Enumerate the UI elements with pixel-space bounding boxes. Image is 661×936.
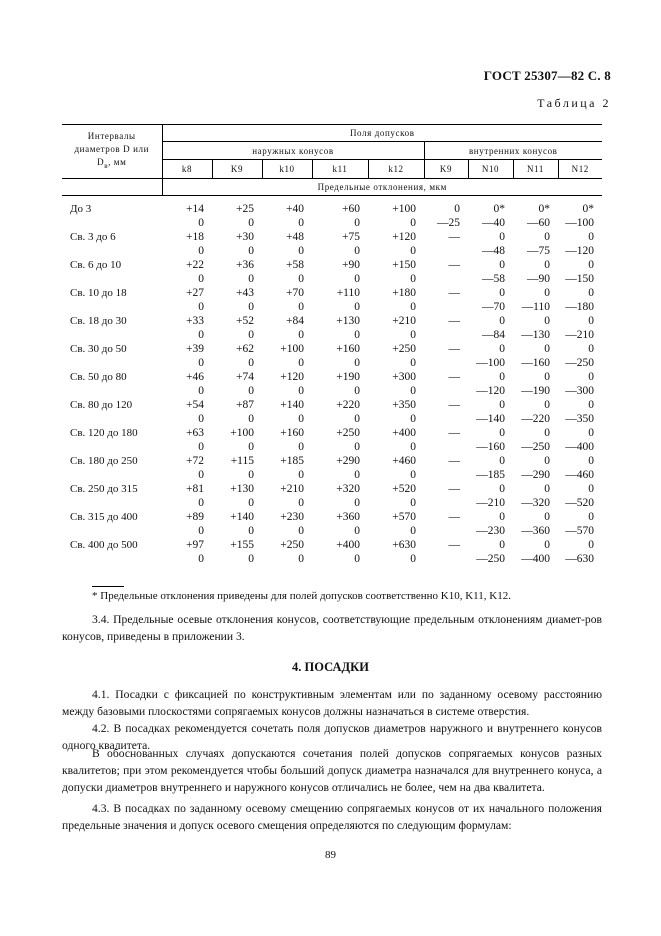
paragraph-4-3: 4.3. В посадках по заданному осевому смещению сопрягаемых конусов от их начального положения предельные значения и допуск осевого смещения определяются по следующим формулам: <box>62 802 602 832</box>
tolerance-table <box>62 124 602 566</box>
upper-deviation: +160 <box>336 343 360 355</box>
interval-label: Св. 315 до 400 <box>70 511 138 523</box>
col-header: K9 <box>212 160 262 179</box>
lower-deviation: —58 <box>482 273 505 285</box>
upper-deviation: — <box>448 539 460 551</box>
upper-deviation: +460 <box>392 455 416 467</box>
lower-deviation: 0 <box>354 525 360 537</box>
interval-label: Св. 18 до 30 <box>70 315 127 327</box>
lower-deviation <box>424 496 468 510</box>
table-row-lower <box>62 552 602 566</box>
lower-deviation <box>424 356 468 370</box>
lower-deviation: 0 <box>410 441 416 453</box>
upper-deviation: 0 <box>499 259 505 271</box>
lower-deviation <box>424 300 468 314</box>
lower-deviation: 0 <box>248 497 254 509</box>
upper-deviation: +97 <box>186 539 204 551</box>
lower-deviation: 0 <box>410 553 416 565</box>
table-row-lower <box>62 384 602 398</box>
col-header: N12 <box>558 160 602 179</box>
lower-deviation: —350 <box>565 413 595 425</box>
lower-deviation: 0 <box>354 245 360 257</box>
upper-deviation: +72 <box>186 455 204 467</box>
upper-deviation: 0 <box>544 287 550 299</box>
upper-deviation: +115 <box>230 455 254 467</box>
lower-deviation: —120 <box>565 245 595 257</box>
lower-deviation: 0 <box>410 385 416 397</box>
upper-deviation: 0 <box>544 231 550 243</box>
upper-deviation: — <box>448 259 460 271</box>
interval-label: Св. 30 до 50 <box>70 343 127 355</box>
lower-deviation <box>424 384 468 398</box>
col-header: k8 <box>162 160 212 179</box>
upper-deviation: — <box>448 287 460 299</box>
table-row-upper <box>62 538 602 552</box>
upper-deviation: +87 <box>236 399 254 411</box>
lower-deviation: —570 <box>565 525 595 537</box>
upper-deviation: +100 <box>280 343 304 355</box>
lower-deviation: 0 <box>410 217 416 229</box>
lower-deviation: 0 <box>298 497 304 509</box>
lower-deviation: 0 <box>354 357 360 369</box>
upper-deviation: 0 <box>499 315 505 327</box>
upper-deviation: +30 <box>236 231 254 243</box>
upper-deviation: 0 <box>544 399 550 411</box>
upper-deviation: +630 <box>392 539 416 551</box>
lower-deviation: —210 <box>476 497 505 509</box>
lower-deviation: 0 <box>354 441 360 453</box>
upper-deviation: +350 <box>392 399 416 411</box>
upper-deviation: 0 <box>588 287 595 299</box>
upper-deviation: 0 <box>499 287 505 299</box>
upper-deviation: 0 <box>499 371 505 383</box>
lower-deviation: 0 <box>198 357 204 369</box>
lower-deviation: 0 <box>298 469 304 481</box>
upper-deviation: 0* <box>493 203 505 215</box>
upper-deviation: 0* <box>582 203 595 215</box>
table-row-lower <box>62 300 602 314</box>
lower-deviation: 0 <box>298 245 304 257</box>
table-row-lower <box>62 216 602 230</box>
lower-deviation: 0 <box>198 497 204 509</box>
lower-deviation: —230 <box>476 525 505 537</box>
paragraph-4-2b: В обоснованных случаях допускаются сочетания полей допусков сопрягаемых конусов разных квалитетов; при этом рекомендуется чтобы больший допуск диаметра назначался для внутреннего конуса, а допуски диаметров внутреннего и наружного конусов отличались не более, чем на два квалитета. <box>62 747 602 794</box>
lower-deviation: —25 <box>437 217 460 229</box>
lower-deviation: —160 <box>476 441 505 453</box>
lower-deviation: —520 <box>565 497 595 509</box>
upper-deviation: 0 <box>588 231 595 243</box>
table-row-lower <box>62 272 602 286</box>
table-row-lower <box>62 412 602 426</box>
table-row-upper <box>62 510 602 524</box>
lower-deviation: —140 <box>476 413 505 425</box>
lower-deviation: —110 <box>521 301 550 313</box>
footnote-rule <box>92 586 124 587</box>
upper-deviation: +63 <box>186 427 204 439</box>
col-header: N10 <box>468 160 513 179</box>
table-row-lower <box>62 440 602 454</box>
table-row-upper <box>62 230 602 244</box>
interval-label: Св. 6 до 10 <box>70 259 122 271</box>
lower-deviation: 0 <box>248 469 254 481</box>
upper-deviation: +48 <box>286 231 304 243</box>
col-header: k11 <box>312 160 368 179</box>
upper-deviation: 0 <box>588 399 595 411</box>
upper-deviation: +570 <box>392 511 416 523</box>
lower-deviation: 0 <box>198 329 204 341</box>
upper-deviation: 0 <box>499 231 505 243</box>
lower-deviation: —120 <box>476 385 505 397</box>
upper-deviation: +190 <box>336 371 360 383</box>
interval-label: Св. 3 до 6 <box>70 231 116 243</box>
upper-deviation: +520 <box>392 483 416 495</box>
lower-deviation: —100 <box>565 217 595 229</box>
col-header: K9 <box>424 160 468 179</box>
interval-header: Интервалы диаметров D или $D_в$, мм <box>62 125 162 179</box>
table-row-lower <box>62 496 602 510</box>
upper-deviation: 0 <box>588 259 595 271</box>
upper-deviation: +33 <box>186 315 204 327</box>
upper-deviation: 0 <box>499 343 505 355</box>
lower-deviation: —100 <box>476 357 505 369</box>
table-row-upper <box>62 426 602 440</box>
paragraph-4-1: 4.1. Посадки с фиксацией по конструктивным элементам или по заданному осевому расстоянию между базовыми плоскостями сопрягаемых конусов должны назначаться в системе отверстия. <box>62 688 602 718</box>
upper-deviation: 0 <box>544 483 550 495</box>
lower-deviation: 0 <box>248 357 254 369</box>
upper-deviation: 0 <box>588 511 595 523</box>
upper-deviation: 0 <box>499 483 505 495</box>
upper-deviation: 0 <box>588 343 595 355</box>
upper-deviation: 0 <box>544 455 550 467</box>
lower-deviation: 0 <box>248 413 254 425</box>
upper-deviation: +46 <box>186 371 204 383</box>
interval-label: Св. 10 до 18 <box>70 287 127 299</box>
lower-deviation: 0 <box>248 385 254 397</box>
lower-deviation: 0 <box>354 469 360 481</box>
table-row-upper <box>62 398 602 412</box>
lower-deviation <box>424 552 468 566</box>
table-row-lower <box>62 244 602 258</box>
lower-deviation <box>424 272 468 286</box>
upper-deviation: 0 <box>588 427 595 439</box>
upper-deviation: 0 <box>544 371 550 383</box>
table-row-lower <box>62 468 602 482</box>
upper-deviation: 0* <box>538 203 550 215</box>
lower-deviation: 0 <box>198 413 204 425</box>
lower-deviation: 0 <box>298 413 304 425</box>
upper-deviation: +89 <box>186 511 204 523</box>
upper-deviation: +320 <box>336 483 360 495</box>
lower-deviation: 0 <box>198 217 204 229</box>
lower-deviation: —40 <box>482 217 505 229</box>
upper-deviation: +250 <box>392 343 416 355</box>
upper-deviation: +36 <box>236 259 254 271</box>
interval-label: До 3 <box>70 203 92 215</box>
upper-deviation: +100 <box>392 203 416 215</box>
upper-deviation: +290 <box>336 455 360 467</box>
inner-cones-header: внутренних конусов <box>424 142 602 160</box>
upper-deviation: — <box>448 511 460 523</box>
interval-label: Св. 400 до 500 <box>70 539 138 551</box>
lower-deviation: 0 <box>248 301 254 313</box>
upper-deviation: +39 <box>186 343 204 355</box>
table-row-lower <box>62 524 602 538</box>
table-row-upper <box>62 454 602 468</box>
lower-deviation: —250 <box>521 441 550 453</box>
upper-deviation: +25 <box>236 203 254 215</box>
lower-deviation: —290 <box>521 469 550 481</box>
upper-deviation: +130 <box>336 315 360 327</box>
upper-deviation: +81 <box>186 483 204 495</box>
upper-deviation: — <box>448 371 460 383</box>
upper-deviation: +74 <box>236 371 254 383</box>
interval-label: Св. 120 до 180 <box>70 427 138 439</box>
lower-deviation: 0 <box>354 301 360 313</box>
col-header: N11 <box>513 160 558 179</box>
upper-deviation: — <box>448 399 460 411</box>
upper-deviation: 0 <box>588 483 595 495</box>
upper-deviation: +60 <box>342 203 360 215</box>
upper-deviation: +22 <box>186 259 204 271</box>
upper-deviation: — <box>448 455 460 467</box>
upper-deviation: +180 <box>392 287 416 299</box>
upper-deviation: +54 <box>186 399 204 411</box>
upper-deviation: +130 <box>230 483 254 495</box>
lower-deviation: 0 <box>354 553 360 565</box>
lower-deviation <box>424 440 468 454</box>
lower-deviation <box>424 328 468 342</box>
lower-deviation: 0 <box>248 525 254 537</box>
lower-deviation: 0 <box>410 301 416 313</box>
upper-deviation: +100 <box>230 427 254 439</box>
lower-deviation: —90 <box>527 273 550 285</box>
paragraph-3-4: 3.4. Предельные осевые отклонения конусов, соответствующие предельным отклонениям диамет-ров конусов, приведены в приложении 3. <box>62 613 602 643</box>
lower-deviation <box>424 468 468 482</box>
upper-deviation: — <box>448 315 460 327</box>
upper-deviation: +62 <box>236 343 254 355</box>
lower-deviation: —160 <box>521 357 550 369</box>
lower-deviation: 0 <box>410 469 416 481</box>
lower-deviation: 0 <box>410 273 416 285</box>
upper-deviation: +140 <box>280 399 304 411</box>
lower-deviation: 0 <box>198 469 204 481</box>
lower-deviation: —460 <box>565 469 595 481</box>
table-row-upper <box>62 258 602 272</box>
table-row-lower <box>62 328 602 342</box>
table-caption: Таблица 2 <box>537 96 611 110</box>
upper-deviation: 0 <box>544 259 550 271</box>
lower-deviation: 0 <box>354 385 360 397</box>
table-row-upper <box>62 370 602 384</box>
lower-deviation: —84 <box>482 329 505 341</box>
lower-deviation: —60 <box>527 217 550 229</box>
upper-deviation: 0 <box>588 539 595 551</box>
upper-deviation: +360 <box>336 511 360 523</box>
upper-deviation: 0 <box>588 455 595 467</box>
table-row-lower <box>62 356 602 370</box>
upper-deviation: +230 <box>280 511 304 523</box>
lower-deviation: —630 <box>565 553 595 565</box>
lower-deviation: 0 <box>198 301 204 313</box>
lower-deviation: 0 <box>248 441 254 453</box>
lower-deviation: 0 <box>248 217 254 229</box>
upper-deviation: 0 <box>454 203 460 215</box>
lower-deviation: 0 <box>354 413 360 425</box>
upper-deviation: +140 <box>230 511 254 523</box>
lower-deviation: 0 <box>298 357 304 369</box>
upper-deviation: +300 <box>392 371 416 383</box>
lower-deviation <box>424 412 468 426</box>
upper-deviation: 0 <box>499 455 505 467</box>
upper-deviation: +90 <box>342 259 360 271</box>
upper-deviation: 0 <box>544 315 550 327</box>
upper-deviation: 0 <box>544 343 550 355</box>
col-header: k10 <box>262 160 312 179</box>
lower-deviation: —250 <box>565 357 595 369</box>
lower-deviation: —185 <box>476 469 505 481</box>
lower-deviation: 0 <box>298 301 304 313</box>
interval-label: Св. 80 до 120 <box>70 399 133 411</box>
table-row-upper <box>62 314 602 328</box>
upper-deviation: +70 <box>286 287 304 299</box>
col-header: k12 <box>368 160 424 179</box>
upper-deviation: 0 <box>544 511 550 523</box>
lower-deviation: 0 <box>248 329 254 341</box>
table-row-upper <box>62 202 602 216</box>
table-row-upper <box>62 482 602 496</box>
upper-deviation: — <box>448 231 460 243</box>
upper-deviation: +110 <box>336 287 360 299</box>
upper-deviation: +185 <box>280 455 304 467</box>
upper-deviation: +160 <box>280 427 304 439</box>
outer-cones-header: наружных конусов <box>162 142 424 160</box>
lower-deviation: —220 <box>521 413 550 425</box>
upper-deviation: 0 <box>499 427 505 439</box>
interval-label: Св. 180 до 250 <box>70 455 138 467</box>
lower-deviation: —150 <box>565 273 595 285</box>
lower-deviation: 0 <box>298 441 304 453</box>
upper-deviation: +220 <box>336 399 360 411</box>
table-row-upper <box>62 342 602 356</box>
lower-deviation: 0 <box>298 217 304 229</box>
lower-deviation: —400 <box>521 553 550 565</box>
lower-deviation: 0 <box>198 441 204 453</box>
table-row-upper <box>62 286 602 300</box>
lower-deviation: 0 <box>198 273 204 285</box>
upper-deviation: 0 <box>588 371 595 383</box>
fields-header: Поля допусков <box>162 125 602 142</box>
paragraph-4-2: 4.2. В посадках рекомендуется сочетать поля допусков диаметров наружного и внутреннего конусов одного квалитета. <box>62 722 602 752</box>
upper-deviation: +40 <box>286 203 304 215</box>
upper-deviation: +18 <box>186 231 204 243</box>
upper-deviation: +250 <box>336 427 360 439</box>
lower-deviation: 0 <box>198 553 204 565</box>
lower-deviation: 0 <box>298 273 304 285</box>
lower-deviation: —70 <box>482 301 505 313</box>
upper-deviation: 0 <box>544 539 550 551</box>
upper-deviation: +150 <box>392 259 416 271</box>
lower-deviation: 0 <box>298 329 304 341</box>
lower-deviation: 0 <box>354 497 360 509</box>
lower-deviation: 0 <box>410 245 416 257</box>
upper-deviation: +120 <box>280 371 304 383</box>
lower-deviation: 0 <box>198 525 204 537</box>
interval-label: Св. 250 до 315 <box>70 483 138 495</box>
lower-deviation: —210 <box>565 329 595 341</box>
upper-deviation: +58 <box>286 259 304 271</box>
lower-deviation: 0 <box>298 385 304 397</box>
upper-deviation: +27 <box>186 287 204 299</box>
lower-deviation: 0 <box>198 385 204 397</box>
lower-deviation: —400 <box>565 441 595 453</box>
lower-deviation: 0 <box>354 217 360 229</box>
lower-deviation: —130 <box>521 329 550 341</box>
lower-deviation: 0 <box>248 553 254 565</box>
upper-deviation: +400 <box>336 539 360 551</box>
lower-deviation: 0 <box>198 245 204 257</box>
upper-deviation: +120 <box>392 231 416 243</box>
lower-deviation: 0 <box>410 413 416 425</box>
upper-deviation: +14 <box>186 203 204 215</box>
lower-deviation: 0 <box>298 553 304 565</box>
lower-deviation: 0 <box>410 525 416 537</box>
interval-label: Св. 50 до 80 <box>70 371 127 383</box>
lower-deviation: —48 <box>482 245 505 257</box>
lower-deviation: 0 <box>410 497 416 509</box>
upper-deviation: — <box>448 343 460 355</box>
upper-deviation: 0 <box>499 511 505 523</box>
lower-deviation: 0 <box>248 245 254 257</box>
upper-deviation: 0 <box>588 315 595 327</box>
upper-deviation: +43 <box>236 287 254 299</box>
lower-deviation: 0 <box>298 525 304 537</box>
upper-deviation: — <box>448 427 460 439</box>
lower-deviation <box>424 524 468 538</box>
page-header: ГОСТ 25307—82 С. 8 <box>483 68 611 83</box>
lower-deviation: —360 <box>521 525 550 537</box>
lower-deviation: 0 <box>354 273 360 285</box>
lower-deviation: 0 <box>410 357 416 369</box>
lower-deviation: 0 <box>410 329 416 341</box>
upper-deviation: +84 <box>286 315 304 327</box>
lower-deviation: 0 <box>354 329 360 341</box>
upper-deviation: +155 <box>230 539 254 551</box>
upper-deviation: +250 <box>280 539 304 551</box>
lower-deviation: 0 <box>248 273 254 285</box>
footnote: * Предельные отклонения приведены для полей допусков соответственно K10, K11, K12. <box>92 590 511 602</box>
upper-deviation: +210 <box>392 315 416 327</box>
upper-deviation: +210 <box>280 483 304 495</box>
lower-deviation <box>424 244 468 258</box>
upper-deviation: +52 <box>236 315 254 327</box>
lower-deviation: —250 <box>476 553 505 565</box>
upper-deviation: 0 <box>544 427 550 439</box>
lower-deviation: —180 <box>565 301 595 313</box>
upper-deviation: 0 <box>499 539 505 551</box>
lower-deviation: —190 <box>521 385 550 397</box>
page-number: 89 <box>325 849 336 861</box>
deviations-header: Предельные отклонения, мкм <box>162 179 602 196</box>
upper-deviation: +75 <box>342 231 360 243</box>
upper-deviation: +400 <box>392 427 416 439</box>
upper-deviation: 0 <box>499 399 505 411</box>
lower-deviation: —75 <box>527 245 550 257</box>
lower-deviation: —300 <box>565 385 595 397</box>
upper-deviation: — <box>448 483 460 495</box>
section-title: 4. ПОСАДКИ <box>292 660 369 674</box>
lower-deviation: —320 <box>521 497 550 509</box>
